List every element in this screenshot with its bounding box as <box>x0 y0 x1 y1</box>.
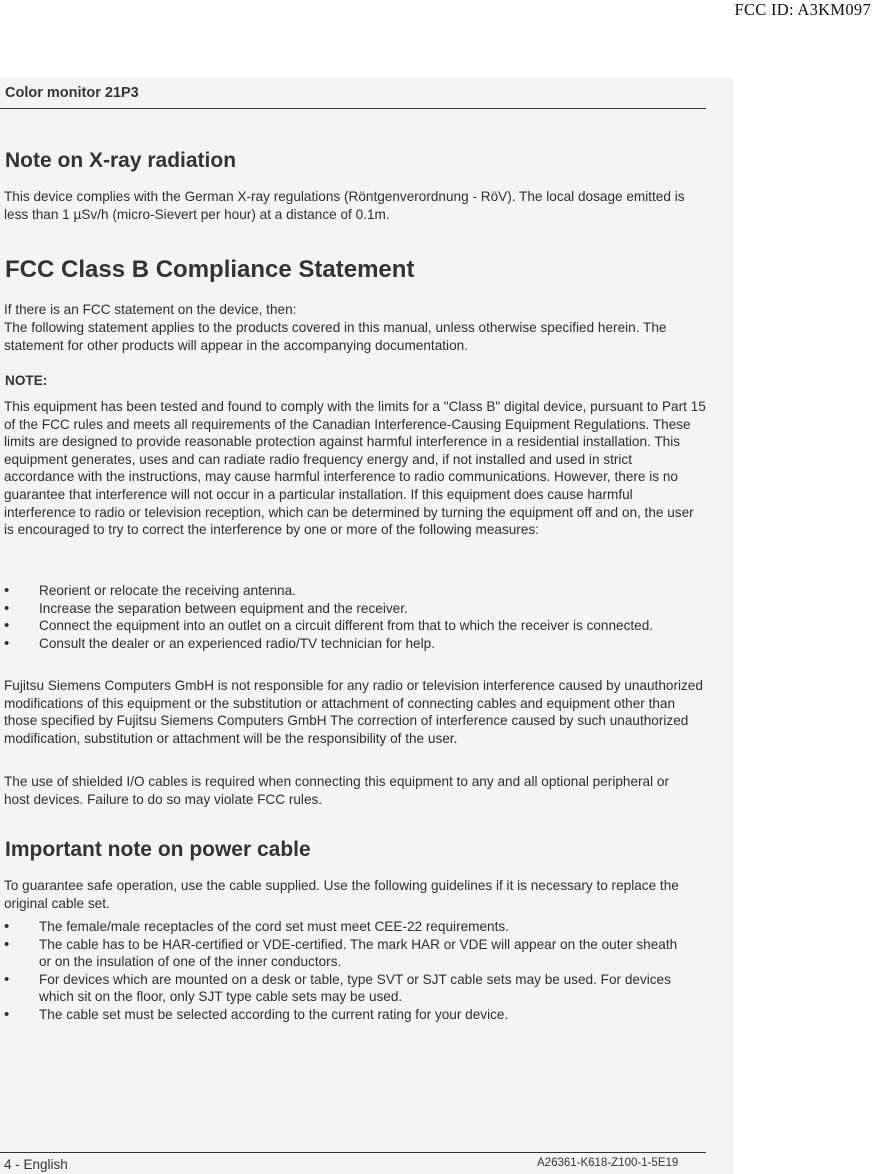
xray-section-title: Note on X-ray radiation <box>5 149 237 172</box>
list-item: • Reorient or relocate the receiving antenna. <box>0 582 685 600</box>
fcc-section-title: FCC Class B Compliance Statement <box>5 256 415 283</box>
power-cable-section-title: Important note on power cable <box>5 838 311 861</box>
list-item: • The cable has to be HAR-certified or VDE-certified. The mark HAR or VDE will appear on the outer sheath or on the insulation of one of the inner conductors. <box>0 936 690 971</box>
document-number: A26361-K618-Z100-1-5E19 <box>537 1157 679 1169</box>
fcc-intro-statement: The following statement applies to the products covered in this manual, unless otherwise specified herein. The statement for other products will appear in the accompanying documentation. <box>4 320 667 353</box>
list-item: • Connect the equipment into an outlet on a circuit different from that to which the receiver is connected. <box>0 617 685 635</box>
fcc-intro: If there is an FCC statement on the device, then: <box>4 302 297 317</box>
note-label: NOTE: <box>5 373 48 388</box>
page-header-title: Color monitor 21P3 <box>5 85 139 101</box>
shielded-cables-paragraph: The use of shielded I/O cables is required when connecting this equipment to any and all optional peripheral or host devices. Failure to do so may violate FCC rules. <box>4 774 669 807</box>
list-item: • The cable set must be selected according to the current rating for your device. <box>0 1006 690 1024</box>
list-item: • The female/male receptacles of the cord set must meet CEE-22 requirements. <box>0 918 690 936</box>
xray-paragraph: This device complies with the German X-ray regulations (Röntgenverordnung - RöV). The local dosage emitted is less than 1 µSv/h (micro-Sievert per hour) at a distance of 0.1m. <box>4 189 685 222</box>
liability-paragraph: Fujitsu Siemens Computers GmbH is not responsible for any radio or television interference caused by unauthorized modifications of this equipment or the substitution or attachment of connecting cables and equipment other than those specified by Fujitsu Siemens Computers GmbH The correction of interference caused by such unauthorized modification, substitution or attachment will be the responsibility of the user. <box>4 678 703 746</box>
power-cable-guidelines-list <box>0 918 690 1024</box>
footer-rule <box>0 1152 706 1153</box>
power-cable-intro: To guarantee safe operation, use the cable supplied. Use the following guidelines if it is necessary to replace the original cable set. <box>4 878 679 911</box>
list-item: • Consult the dealer or an experienced radio/TV technician for help. <box>0 635 685 653</box>
page-number: 4 - English <box>4 1157 68 1172</box>
fcc-note-paragraph: This equipment has been tested and found to comply with the limits for a "Class B" digital device, pursuant to Part 15 of the FCC rules and meets all requirements of the Canadian Interference-Causing Equipment Regulations. These limits are designed to provide reasonable protection against harmful interference in a residential installation. This equipment generates, uses and can radiate radio frequency energy and, if not installed and used in strict accordance with the instructions, may cause harmful interference to radio communications. However, there is no guarantee that interference will not occur in a particular installation. If this equipment does cause harmful interference to radio or television reception, which can be determined by turning the equipment off and on, the user is encouraged to try to correct the interference by one or more of the following measures: <box>4 399 706 538</box>
fcc-id-label: FCC ID: A3KM097 <box>734 0 871 19</box>
list-item: • Increase the separation between equipment and the receiver. <box>0 600 685 618</box>
interference-measures-list <box>0 582 685 652</box>
list-item: • For devices which are mounted on a desk or table, type SVT or SJT cable sets may be used. For devices which sit on the floor, only SJT type cable sets may be used. <box>0 971 690 1006</box>
header-rule <box>0 108 706 109</box>
